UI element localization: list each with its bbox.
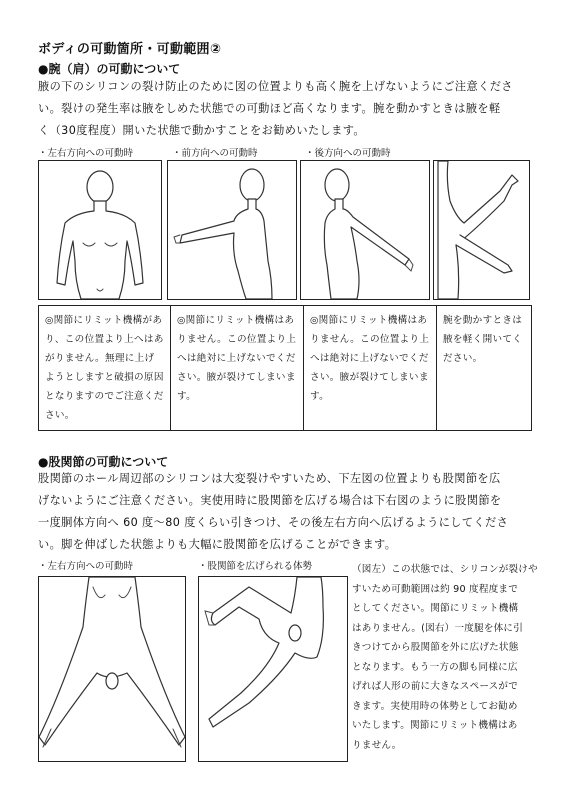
hip-open-figure — [198, 576, 348, 762]
side-note-line: きます。実使用時の体勢としてお勧め — [352, 700, 518, 712]
hip-spread-figure — [38, 576, 186, 762]
side-note-line: げれば人形の前に大きなスペースがで — [352, 681, 519, 692]
figure-leg-raised — [199, 577, 347, 761]
side-note-line: きつけてから股関節を外に広げた状態 — [352, 642, 519, 653]
figure-side-arm-forward — [168, 161, 296, 299]
hip-paragraph-line: げないようにご注意ください。実使用時に股関節を広げる場合は下右図のように股関節を — [38, 494, 502, 507]
figure-legs-spread — [39, 577, 185, 761]
figure-arm-raised — [434, 161, 529, 299]
side-note-line: すいため可動範囲は約 90 度程度まで — [352, 583, 519, 595]
arm-section-heading: ●腕（肩）の可動について — [38, 62, 181, 76]
arm-paragraph-line: く（30度程度）開いた状態で動かすことをお勧めいたします。 — [38, 124, 366, 137]
arm-back-figure — [300, 160, 430, 300]
arm-paragraph-line: 腋の下のシリコンの裂け防止のために図の位置よりも高く腕を上げないようにご注意くださ — [38, 80, 513, 93]
hip-paragraph-line: 一度胴体方向へ 60 度～80 度くらい引きつけ、その後左右方向へ広げるようにしてくださ — [38, 516, 509, 529]
side-note-line: いたします。関節にリミット機構はあ — [352, 720, 518, 731]
hip-caption-side: ・左右方向への可動時 — [38, 561, 134, 572]
hip-paragraph-line: 股関節のホール周辺部のシリコンは大変裂けやすいため、下左図の位置よりも股関節を広 — [38, 472, 501, 485]
notes-row — [39, 306, 532, 431]
note-general: 腕を動かすときは腋を軽く開いてください。 — [437, 306, 532, 431]
arm-raised-figure — [433, 160, 530, 300]
arm-paragraph-line: い。裂けの発生率は腋をしめた状態での可動ほど高くなります。腕を動かすときは腋を軽 — [38, 102, 501, 115]
hip-paragraph-line: い。脚を伸ばした状態よりも大幅に股関節を広げることができます。 — [38, 538, 397, 551]
hip-caption-open: ・股関節を広げられる体勢 — [198, 561, 313, 572]
side-note-line: となります。もう一方の脚も同様に広 — [352, 661, 518, 673]
arm-side-figure — [38, 160, 162, 300]
note-side: ◎関節にリミット機構があり、この位置より上へはあがりません。無理に上げようとしますと破損の原因となりますのでご注意ください。 — [39, 306, 171, 431]
side-note-line: としてください。関節にリミット機構 — [352, 603, 519, 614]
hip-side-note — [352, 560, 562, 755]
hip-section-paragraph — [38, 468, 562, 556]
arm-caption-back: ・後方向への可動時 — [305, 148, 391, 159]
figure-side-arm-back — [301, 161, 429, 299]
arm-front-figure — [167, 160, 297, 300]
figure-front-arms-down — [39, 161, 161, 299]
arm-section-paragraph — [38, 76, 558, 142]
side-note-line: （図左）この状態では、シリコンが裂けや — [352, 564, 538, 575]
page-title: ボディの可動箇所・可動範囲② — [38, 42, 222, 57]
side-note-line: りません。 — [352, 739, 402, 751]
arm-caption-front: ・前方向への可動時 — [172, 148, 258, 159]
side-note-line: はありません。(図右）一度腿を体に引 — [352, 622, 524, 634]
hip-section-heading: ●股関節の可動について — [38, 455, 169, 469]
note-back: ◎関節にリミット機構はありません。この位置より上へは絶対に上げないでください。腋が裂けてしまいます。 — [304, 306, 437, 431]
note-front: ◎関節にリミット機構はありません。この位置より上へは絶対に上げないでください。腋が裂けてしまいます。 — [171, 306, 304, 431]
arm-notes-table — [38, 305, 532, 431]
arm-caption-side: ・左右方向への可動時 — [38, 148, 134, 159]
